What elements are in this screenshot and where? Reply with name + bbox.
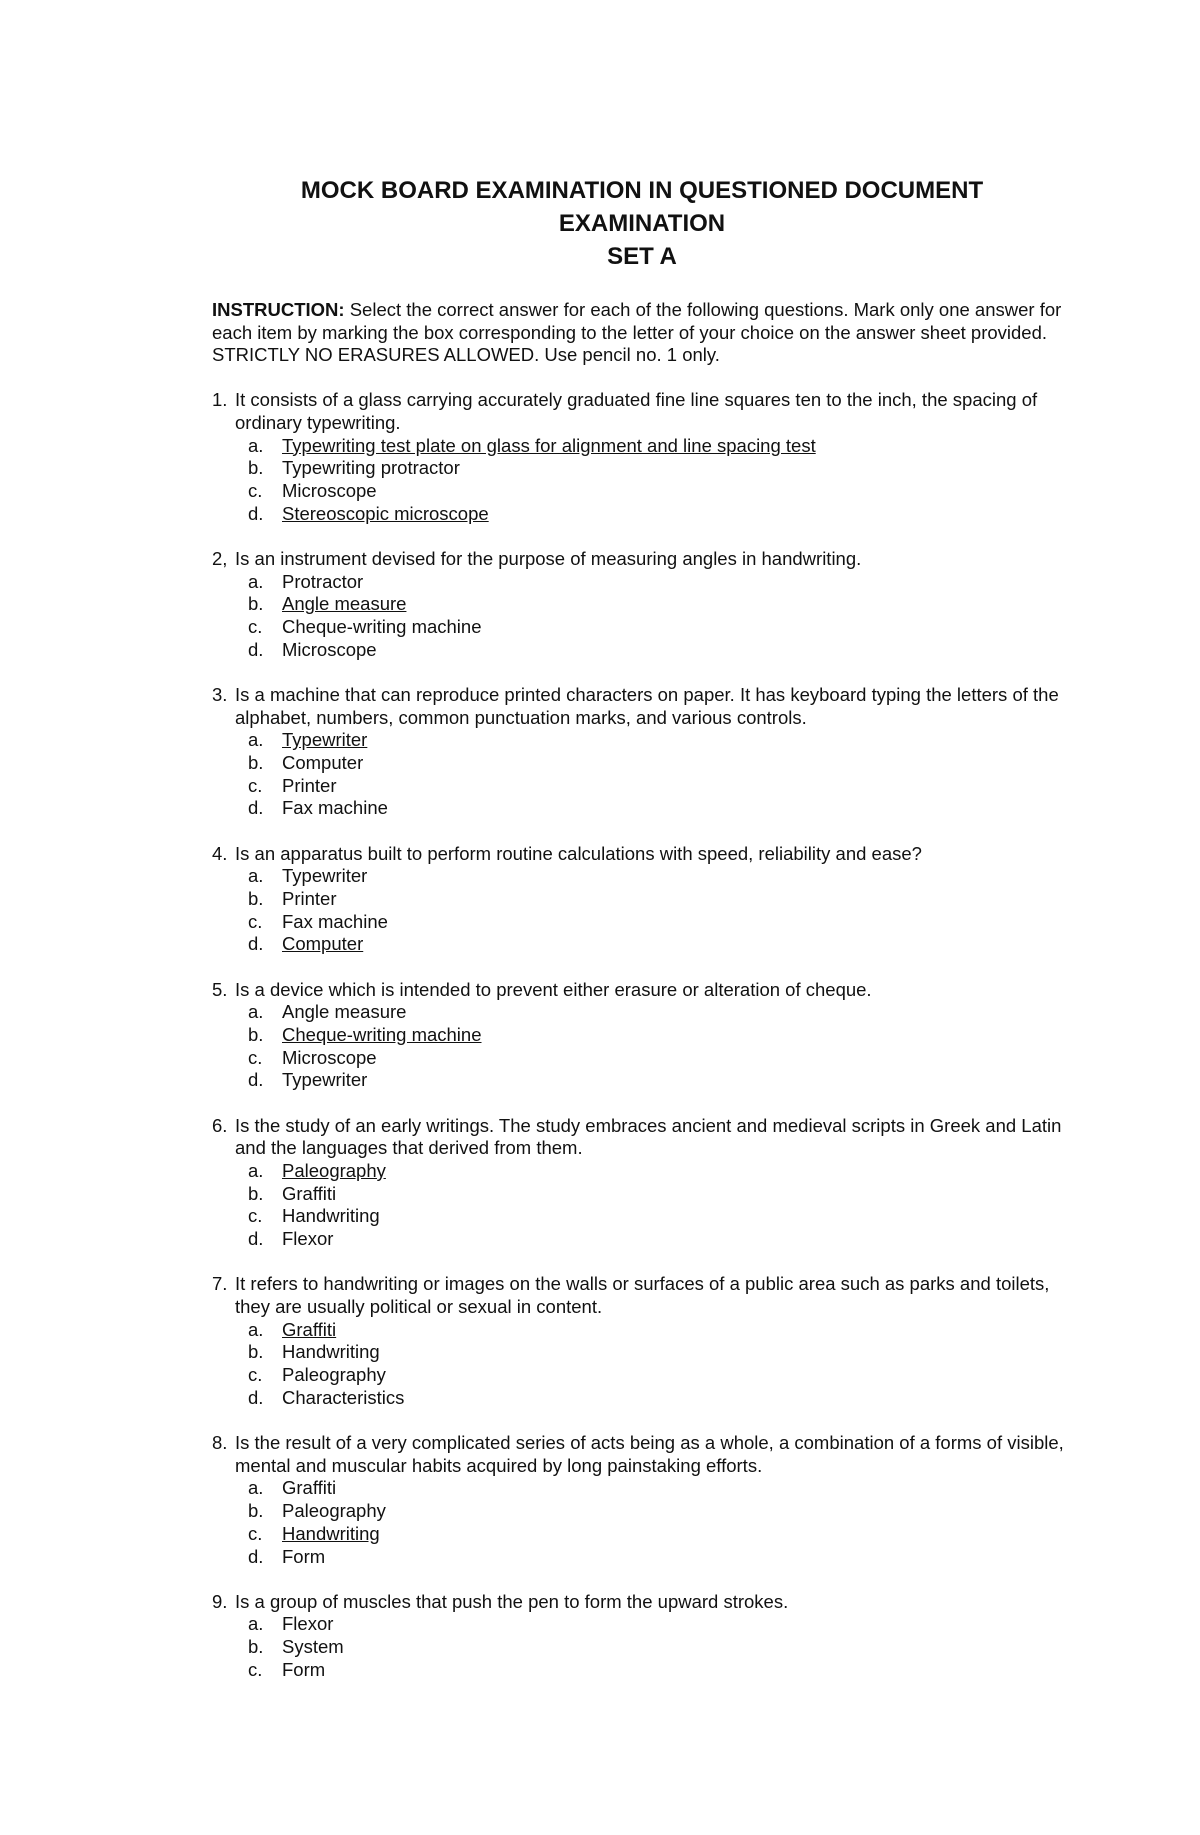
answer-option xyxy=(212,1500,1072,1523)
option-list xyxy=(212,865,1072,956)
option-text: Form xyxy=(282,1545,326,1567)
answer-option xyxy=(212,480,1072,503)
option-letter: b. xyxy=(248,593,264,615)
answer-option xyxy=(212,1047,1072,1070)
question-item xyxy=(212,548,1072,662)
answer-option xyxy=(212,1319,1072,1342)
option-text: Printer xyxy=(282,887,337,909)
option-letter: d. xyxy=(248,1228,264,1250)
answer-option xyxy=(212,1160,1072,1183)
option-letter: b. xyxy=(248,457,264,479)
option-letter: a. xyxy=(248,1318,264,1340)
option-text: Flexor xyxy=(282,1228,334,1250)
question-stem xyxy=(212,1432,1072,1477)
option-text-underlined: Computer xyxy=(282,933,364,955)
answer-option xyxy=(212,571,1072,594)
answer-option xyxy=(212,457,1072,480)
option-text: Characteristics xyxy=(282,1386,405,1408)
option-text: Protractor xyxy=(282,570,364,592)
question-stem xyxy=(212,1273,1072,1318)
question-list xyxy=(212,389,1072,1681)
option-letter: b. xyxy=(248,751,264,773)
option-text: Typewriting protractor xyxy=(282,457,460,479)
question-number: 5. xyxy=(212,978,228,1000)
option-text: Graffiti xyxy=(282,1477,337,1499)
answer-option xyxy=(212,503,1072,526)
question-number: 3. xyxy=(212,683,228,705)
option-text: System xyxy=(282,1636,344,1658)
option-text: Microscope xyxy=(282,638,377,660)
option-letter: d. xyxy=(248,638,264,660)
option-letter: a. xyxy=(248,1160,264,1181)
answer-option xyxy=(212,593,1072,616)
answer-option xyxy=(212,797,1072,820)
question-item xyxy=(212,1115,1072,1251)
question-stem xyxy=(212,684,1072,729)
option-letter: b. xyxy=(248,1500,264,1522)
question-stem xyxy=(212,843,1072,866)
option-text: Handwriting xyxy=(282,1205,380,1227)
question-stem xyxy=(212,548,1072,571)
answer-option xyxy=(212,933,1072,956)
option-letter: b. xyxy=(248,1341,264,1363)
question-stem xyxy=(212,389,1072,434)
option-text-underlined: Stereoscopic microscope xyxy=(282,502,489,524)
option-text: Cheque-writing machine xyxy=(282,615,482,637)
question-text: Is an apparatus built to perform routine calculations with speed, reliability and ease? xyxy=(235,842,922,864)
option-text: Typewriter xyxy=(282,1069,368,1091)
answer-option xyxy=(212,1523,1072,1546)
option-text: Fax machine xyxy=(282,910,388,932)
question-text: Is a device which is intended to prevent either erasure or alteration of cheque. xyxy=(235,978,872,1000)
answer-option xyxy=(212,1477,1072,1500)
question-stem xyxy=(212,1591,1072,1614)
question-item xyxy=(212,1591,1072,1682)
option-letter: c. xyxy=(248,1205,263,1227)
option-text: Fax machine xyxy=(282,797,388,819)
option-letter: c. xyxy=(248,910,263,932)
answer-option xyxy=(212,1387,1072,1410)
option-list xyxy=(212,729,1072,820)
question-item xyxy=(212,389,1072,525)
question-text: Is the study of an early writings. The study embraces ancient and medieval scripts in Greek and Latin and the languages that derived from them. xyxy=(235,1114,1062,1159)
option-text: Microscope xyxy=(282,479,377,501)
instruction-label: INSTRUCTION: xyxy=(212,299,345,320)
option-text: Flexor xyxy=(282,1613,334,1635)
option-text-underlined: Typewriting test plate on glass for alignment and line spacing test xyxy=(282,434,816,456)
option-text: Form xyxy=(282,1658,326,1680)
option-letter: d. xyxy=(248,933,264,955)
option-letter: a. xyxy=(248,865,264,887)
option-text-underlined: Cheque-writing machine xyxy=(282,1023,482,1045)
title-line-2: EXAMINATION xyxy=(558,210,726,237)
question-number: 8. xyxy=(212,1432,228,1454)
question-number: 7. xyxy=(212,1273,228,1295)
option-list xyxy=(212,571,1072,662)
answer-option xyxy=(212,1364,1072,1387)
option-letter: c. xyxy=(248,1364,263,1386)
question-number: 4. xyxy=(212,842,228,864)
question-item xyxy=(212,979,1072,1093)
option-text: Computer xyxy=(282,751,364,773)
question-item xyxy=(212,843,1072,957)
option-letter: d. xyxy=(248,1545,264,1567)
question-number: 9. xyxy=(212,1590,228,1612)
answer-option xyxy=(212,1001,1072,1024)
answer-option xyxy=(212,616,1072,639)
answer-option xyxy=(212,435,1072,458)
option-letter: c. xyxy=(248,1658,263,1680)
option-text: Typewriter xyxy=(282,865,368,887)
option-text: Paleography xyxy=(282,1500,386,1522)
page-title xyxy=(212,174,1072,273)
answer-option xyxy=(212,1183,1072,1206)
title-line-1: MOCK BOARD EXAMINATION IN QUESTIONED DOCUMENT xyxy=(300,177,984,204)
option-letter: c. xyxy=(248,1046,263,1068)
option-letter: a. xyxy=(248,1477,264,1499)
option-letter: a. xyxy=(248,434,264,456)
answer-option xyxy=(212,1546,1072,1569)
answer-option xyxy=(212,1636,1072,1659)
answer-option xyxy=(212,1205,1072,1228)
question-item xyxy=(212,1432,1072,1568)
option-list xyxy=(212,1613,1072,1681)
option-letter: a. xyxy=(248,1001,264,1023)
option-letter: a. xyxy=(248,570,264,592)
option-letter: d. xyxy=(248,1069,264,1091)
option-list xyxy=(212,1160,1072,1251)
option-letter: c. xyxy=(248,1522,263,1544)
option-text-underlined: Handwriting xyxy=(282,1522,380,1544)
question-item xyxy=(212,1273,1072,1409)
option-letter: b. xyxy=(248,1636,264,1658)
answer-option xyxy=(212,775,1072,798)
option-letter: c. xyxy=(248,774,263,796)
question-number: 1. xyxy=(212,389,228,411)
option-list xyxy=(212,1477,1072,1568)
question-text: It consists of a glass carrying accurately graduated fine line squares ten to the inch, the spacing of ordinary typewriting. xyxy=(235,389,1038,433)
option-text-underlined: Graffiti xyxy=(282,1318,337,1340)
option-text: Angle measure xyxy=(282,1001,407,1023)
option-letter: b. xyxy=(248,887,264,909)
question-text: Is an instrument devised for the purpose of measuring angles in handwriting. xyxy=(235,547,862,569)
exam-page xyxy=(212,174,1072,1704)
option-text: Printer xyxy=(282,774,337,796)
answer-option xyxy=(212,1341,1072,1364)
answer-option xyxy=(212,729,1072,752)
option-letter: b. xyxy=(248,1023,264,1045)
option-letter: d. xyxy=(248,797,264,819)
option-text-underlined: Paleography xyxy=(282,1160,386,1181)
question-text: Is a machine that can reproduce printed characters on paper. It has keyboard typing the letters of the alphabet, numbers, common punctuation marks, and various controls. xyxy=(235,683,1059,728)
answer-option xyxy=(212,865,1072,888)
question-number: 2, xyxy=(212,547,228,569)
option-text: Microscope xyxy=(282,1046,377,1068)
option-text: Graffiti xyxy=(282,1182,337,1204)
option-letter: a. xyxy=(248,1613,264,1635)
answer-option xyxy=(212,639,1072,662)
option-letter: d. xyxy=(248,502,264,524)
answer-option xyxy=(212,888,1072,911)
question-text: Is a group of muscles that push the pen to form the upward strokes. xyxy=(235,1590,789,1612)
question-number: 6. xyxy=(212,1114,228,1136)
option-letter: c. xyxy=(248,479,263,501)
answer-option xyxy=(212,1069,1072,1092)
answer-option xyxy=(212,1228,1072,1251)
question-text: Is the result of a very complicated series of acts being as a whole, a combination of a forms of visible, mental and muscular habits acquired by long painstaking efforts. xyxy=(235,1432,1064,1476)
answer-option xyxy=(212,1613,1072,1636)
question-text: It refers to handwriting or images on the walls or surfaces of a public area such as parks and toilets, they are usually political or sexual in content. xyxy=(235,1273,1050,1318)
answer-option xyxy=(212,1659,1072,1682)
option-letter: b. xyxy=(248,1182,264,1204)
option-list xyxy=(212,1319,1072,1410)
option-letter: c. xyxy=(248,615,263,637)
question-stem xyxy=(212,979,1072,1002)
instruction-text: Select the correct answer for each of the following questions. Mark only one answer for each item by marking the box corresponding to the letter of your choice on the answer sheet provided. STRICTLY NO ERASURES ALLOWED. Use pencil no. 1 only. xyxy=(212,299,1062,366)
title-line-3: SET A xyxy=(607,243,677,270)
answer-option xyxy=(212,911,1072,934)
answer-option xyxy=(212,752,1072,775)
option-list xyxy=(212,1001,1072,1092)
option-list xyxy=(212,435,1072,526)
option-text-underlined: Typewriter xyxy=(282,729,368,751)
question-stem xyxy=(212,1115,1072,1160)
answer-option xyxy=(212,1024,1072,1047)
option-text: Paleography xyxy=(282,1364,386,1386)
question-item xyxy=(212,684,1072,820)
option-text: Handwriting xyxy=(282,1341,380,1363)
option-letter: d. xyxy=(248,1386,264,1408)
instruction-paragraph xyxy=(212,299,1072,367)
option-letter: a. xyxy=(248,729,264,751)
option-text-underlined: Angle measure xyxy=(282,593,407,615)
